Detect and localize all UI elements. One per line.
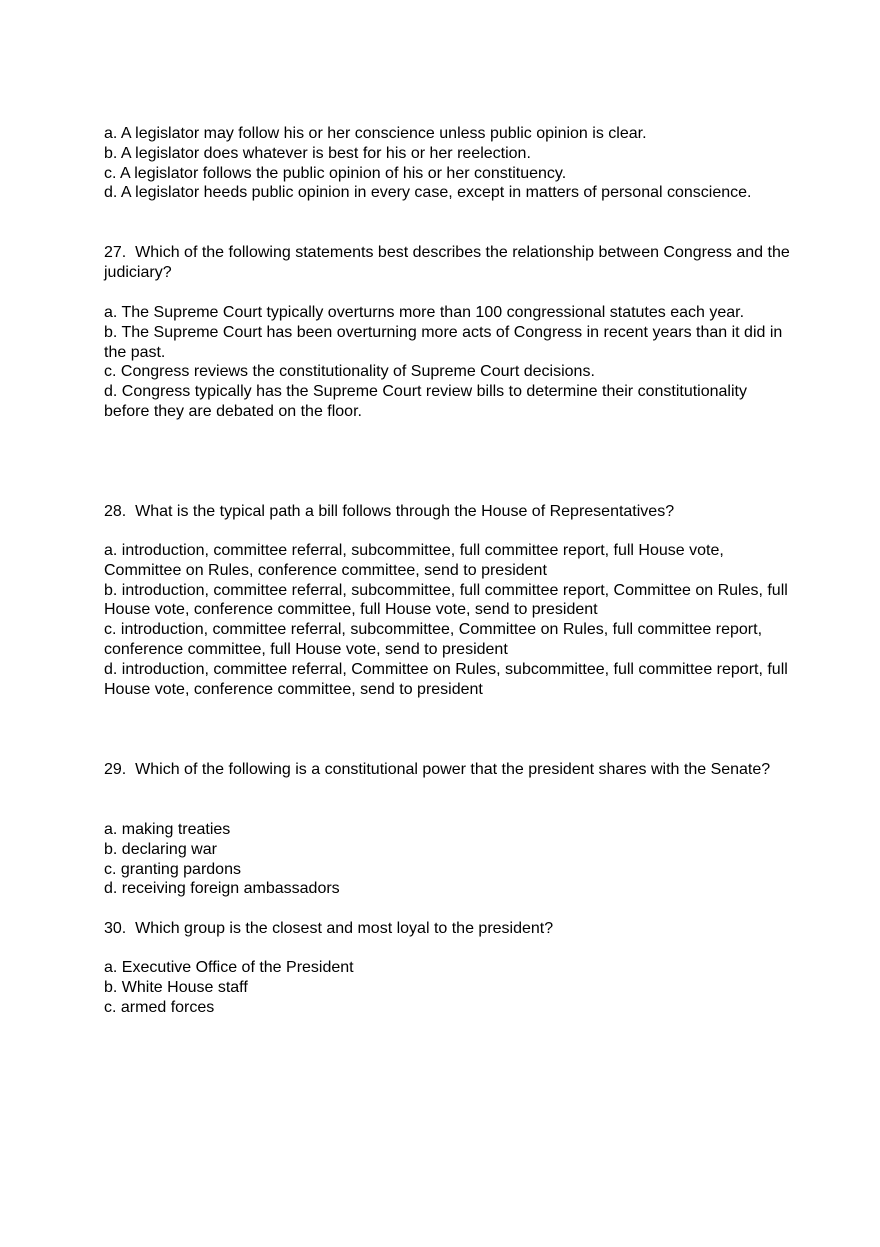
option-b: b. The Supreme Court has been overturning more acts of Congress in recent years than it did in the past.	[104, 323, 783, 361]
question-29	[104, 760, 794, 780]
question-text: Which of the following is a constitutional power that the president shares with the Senate?	[135, 761, 771, 778]
question-number: 30.	[104, 920, 127, 937]
question-number: 27.	[104, 244, 127, 261]
option-c: c. granting pardons	[104, 860, 241, 878]
continued-options	[104, 124, 794, 203]
question-30-options	[104, 958, 794, 1017]
option-c: c. armed forces	[104, 998, 215, 1016]
option-b: b. White House staff	[104, 978, 248, 996]
question-30	[104, 919, 794, 939]
question-27	[104, 243, 794, 283]
question-text: What is the typical path a bill follows through the House of Representatives?	[135, 503, 675, 520]
option-b: b. A legislator does whatever is best for his or her reelection.	[104, 144, 531, 162]
option-d: d. receiving foreign ambassadors	[104, 880, 340, 898]
option-a: a. Executive Office of the President	[104, 959, 354, 976]
option-c: c. Congress reviews the constitutionality of Supreme Court decisions.	[104, 363, 595, 381]
option-c: c. A legislator follows the public opinion of his or her constituency.	[104, 164, 567, 182]
option-b: b. declaring war	[104, 840, 217, 858]
question-text: Which group is the closest and most loyal to the president?	[135, 920, 554, 937]
option-a: a. A legislator may follow his or her conscience unless public opinion is clear.	[104, 125, 647, 142]
option-a: a. making treaties	[104, 821, 231, 838]
option-d: d. Congress typically has the Supreme Court review bills to determine their constitutionality before they are debated on the floor.	[104, 383, 747, 420]
question-29-options	[104, 820, 794, 899]
question-28-options	[104, 541, 794, 699]
question-28	[104, 502, 794, 522]
option-a: a. introduction, committee referral, subcommittee, full committee report, full House vote, Committee on Rules, conference committee, send to president	[104, 542, 724, 579]
option-c: c. introduction, committee referral, subcommittee, Committee on Rules, full committee report, conference committee, full House vote, send to president	[104, 621, 763, 658]
option-d: d. A legislator heeds public opinion in every case, except in matters of personal conscience.	[104, 184, 752, 202]
option-a: a. The Supreme Court typically overturns more than 100 congressional statutes each year.	[104, 304, 745, 321]
question-number: 29.	[104, 761, 127, 778]
question-27-options	[104, 303, 794, 422]
question-number: 28.	[104, 503, 127, 520]
option-b: b. introduction, committee referral, subcommittee, full committee report, Committee on Rules, full House vote, conference committee, full House vote, send to president	[104, 581, 788, 619]
option-d: d. introduction, committee referral, Committee on Rules, subcommittee, full committee report, full House vote, conference committee, send to president	[104, 660, 788, 698]
question-text: Which of the following statements best describes the relationship between Congress and the judiciary?	[104, 244, 790, 281]
